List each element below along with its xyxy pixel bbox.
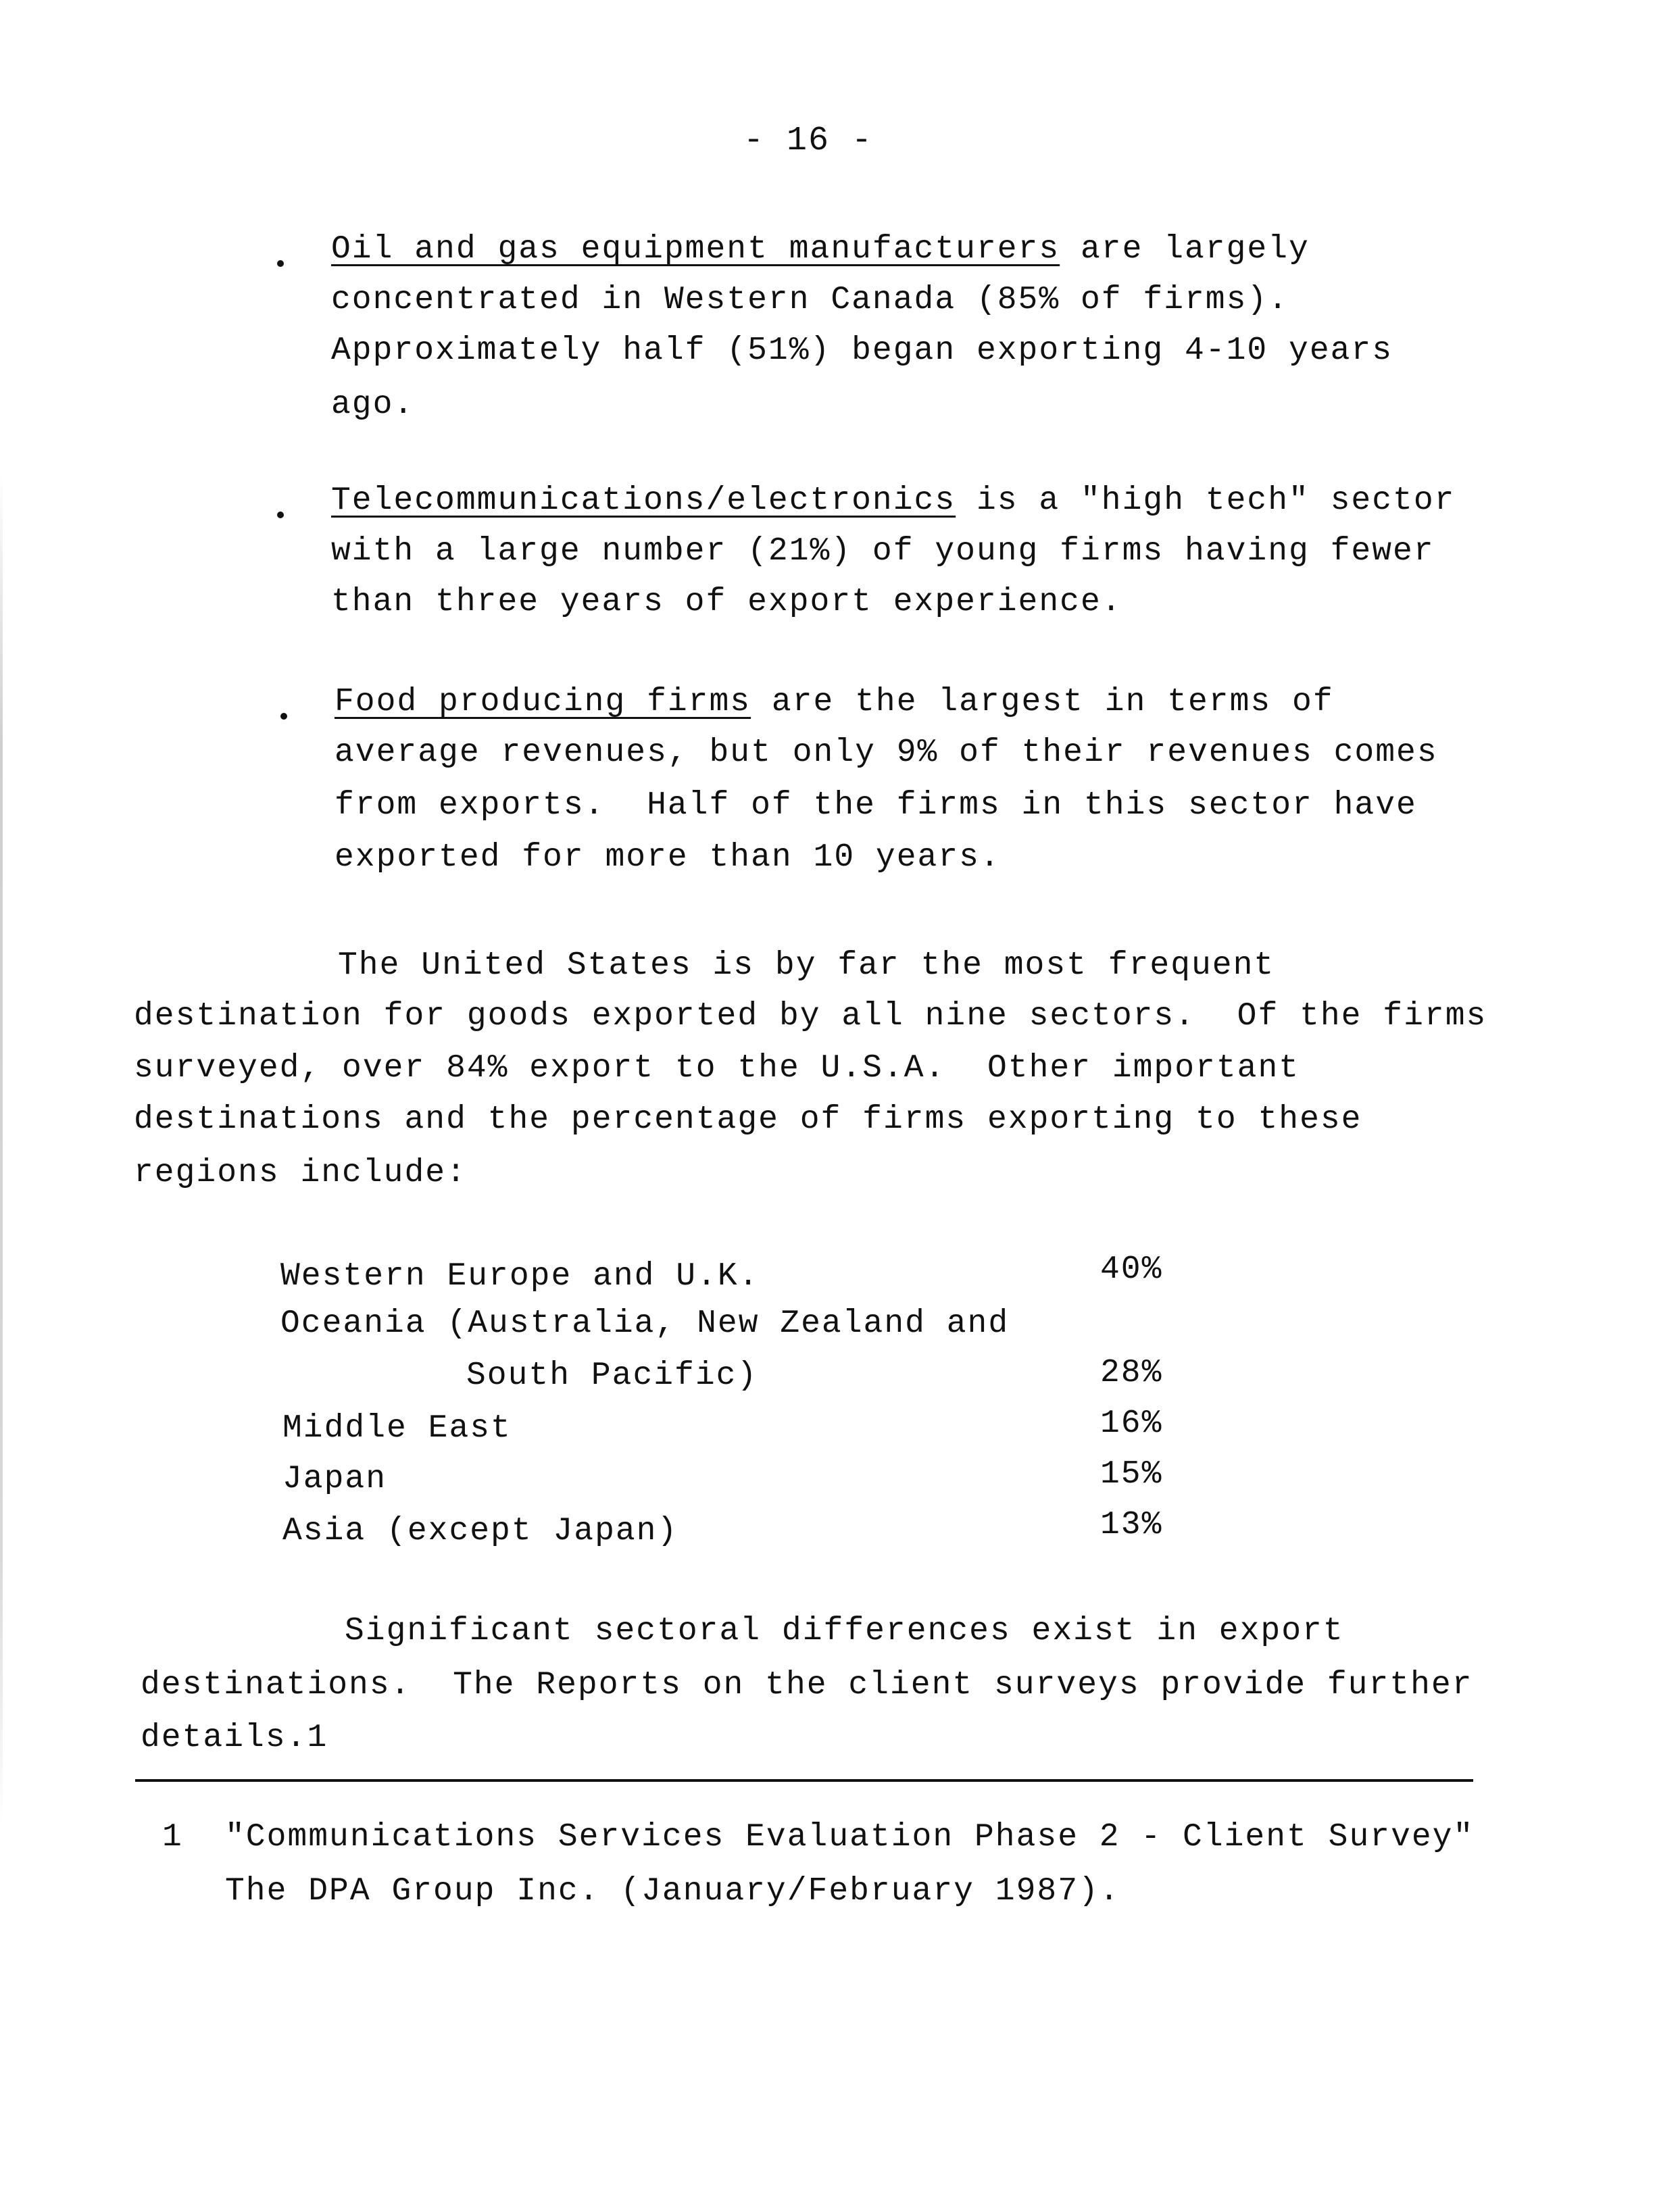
paragraph-line: destination for goods exported by all nine sectors. Of the firms [134, 998, 1487, 1034]
region-percent: 15% [1100, 1456, 1163, 1493]
footnote-marker: 1 [162, 1819, 183, 1855]
region-label-continuation: South Pacific) [466, 1357, 758, 1394]
region-label: Western Europe and U.K. [280, 1258, 760, 1295]
paragraph-line: destinations. The Reports on the client surveys provide further [141, 1667, 1473, 1703]
bullet-dot [277, 512, 284, 518]
bullet-dot [277, 260, 284, 267]
scan-edge [0, 473, 3, 1824]
region-percent: 16% [1100, 1405, 1163, 1442]
footnote-line: The DPA Group Inc. (January/February 1987). [225, 1873, 1120, 1910]
bullet-text: is a "high tech" sector [956, 482, 1456, 519]
paragraph-line: destinations and the percentage of firms exporting to these [134, 1101, 1362, 1138]
region-label: Oceania (Australia, New Zealand and [280, 1305, 1010, 1342]
bullet-line [331, 484, 1455, 517]
paragraph-line [141, 1722, 328, 1754]
footnote-divider [135, 1779, 1473, 1782]
bullet-heading: Food producing firms [335, 684, 751, 720]
paragraph-line: The United States is by far the most frequent [338, 947, 1275, 984]
paragraph-line: regions include: [134, 1155, 467, 1191]
paragraph-text: details. [141, 1720, 307, 1756]
bullet-line: Approximately half (51%) began exporting 4-10 years [331, 332, 1393, 369]
bullet-dot [280, 713, 287, 720]
region-percent: 40% [1100, 1251, 1163, 1288]
bullet-text: are the largest in terms of [751, 684, 1334, 720]
bullet-line: average revenues, but only 9% of their revenues comes [335, 734, 1438, 771]
bullet-line: from exports. Half of the firms in this sector have [335, 787, 1417, 824]
bullet-line: ago. [331, 387, 415, 423]
bullet-heading: Telecommunications/electronics [331, 482, 956, 519]
bullet-line [335, 686, 1334, 718]
bullet-line: exported for more than 10 years. [335, 839, 1001, 876]
region-percent: 13% [1100, 1507, 1163, 1543]
footnote-line: "Communications Services Evaluation Phase 2 - Client Survey" [225, 1819, 1475, 1855]
paragraph-line: surveyed, over 84% export to the U.S.A. Other important [134, 1050, 1300, 1087]
region-label: Japan [282, 1461, 387, 1497]
footnote-reference: 1 [307, 1720, 328, 1756]
bullet-line: with a large number (21%) of young firms having fewer [331, 533, 1435, 570]
bullet-heading: Oil and gas equipment manufacturers [331, 231, 1060, 268]
region-label: Middle East [282, 1410, 512, 1447]
region-percent: 28% [1100, 1355, 1163, 1391]
bullet-line [331, 233, 1310, 266]
bullet-line: than three years of export experience. [331, 584, 1122, 620]
bullet-line: concentrated in Western Canada (85% of firms). [331, 282, 1289, 318]
bullet-text: are largely [1060, 231, 1310, 268]
paragraph-line: Significant sectoral differences exist in export [345, 1613, 1344, 1649]
region-label: Asia (except Japan) [282, 1513, 678, 1549]
page-number: - 16 - [743, 122, 874, 160]
